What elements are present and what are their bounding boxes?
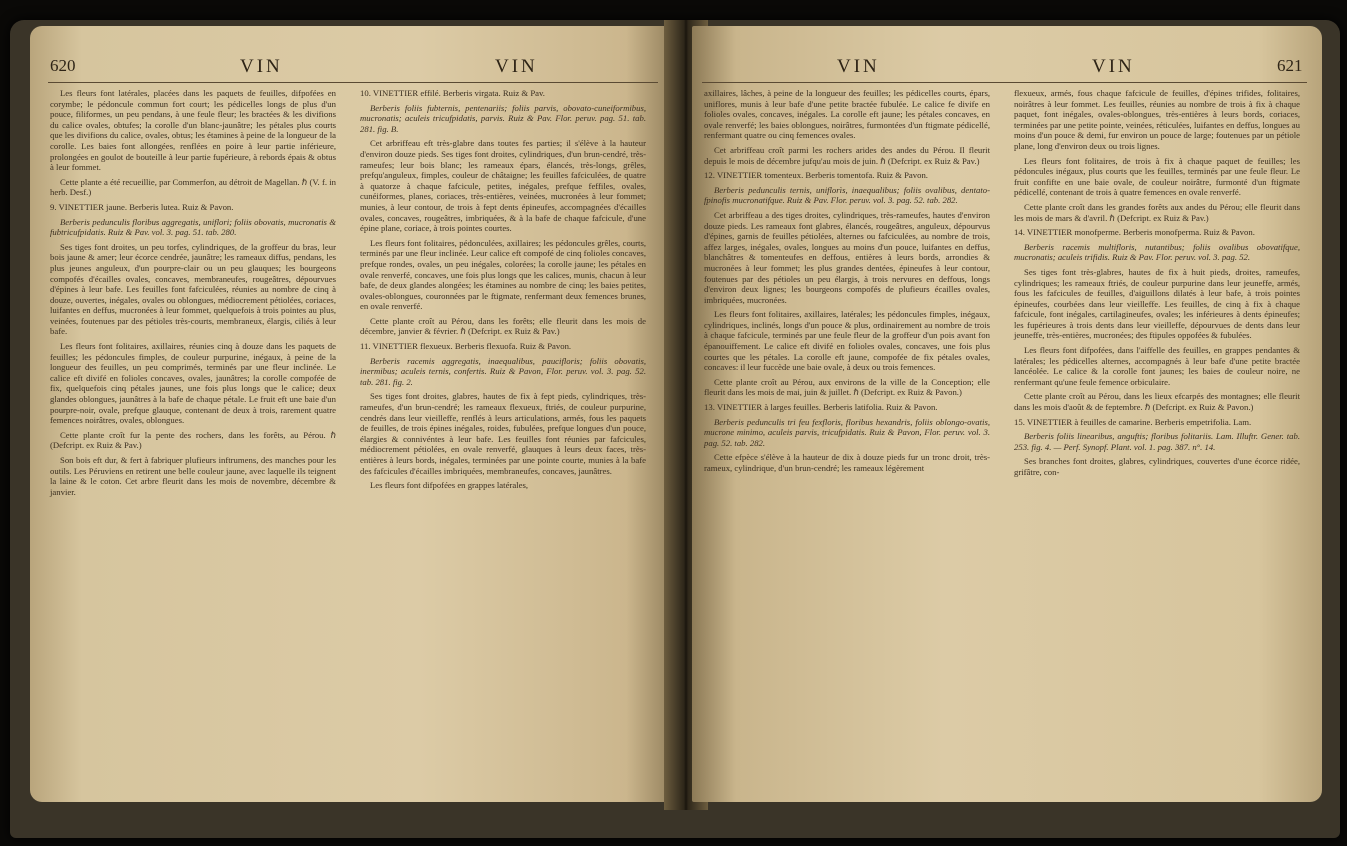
latin-diagnosis: Berberis racemis aggregatis, inaequalibus, paucifloris; foliis obovatis, inermibus; aculeis ternis, confertis. Ruiz & Pavon, Flor. peruv. vol. 3. pag. 52. tab. 281. fig. 2. [360,355,646,387]
latin-diagnosis: Berberis racemis multifloris, nutantibus; foliis ovalibus obovatifque, mucronatis; aculeis trifidis. Ruiz & Pav. Flor. peruv. vol. 3. pag. 52. [1014,241,1300,263]
species-entry-heading: 13. VINETTIER à larges feuilles. Berberis latifolia. Ruiz & Pavon. [704,402,938,413]
species-entry-heading: 10. VINETTIER effilé. Berberis virgata. Ruiz & Pav. [360,88,545,98]
paragraph: Son bois eft dur, & fert à fabriquer plufieurs inftrumens, des manches pour les outils. Les Péruviens en retirent une belle couleur jaune, avec laquelle ils teignent la laine & le coton. Cet arbre fleurit dans les mois de novembre, décembre & janvier. [50,455,336,497]
paragraph: Les fleurs font folitaires, pédonculées, axillaires; les pédoncules grêles, courts, terminés par une fleur inclinée. Leur calice eft compofé de cinq folioles concaves, prefque rondes, ovales, un peu inégales, colorées; la corolle jaune; les pétales en ovale renverfé, concaves, une fois plus longs que les calices, munis, chacun à leur bafe, de deux glandes alongées; les étamines au nombre de cinq; les baies petites, ovales-oblongues, couronnées par le ftigmate, renfermant deux femences brunes, en ovale renverfé. [360,237,646,312]
species-entry-heading: 11. VINETTIER flexueux. Berberis flexuofa. Ruiz & Pavon. [360,341,572,352]
paragraph: Cet arbriffeau eft très-glabre dans toutes fes parties; il s'élève à la hauteur d'environ douze pieds. Ses tiges font droites, cylindriques, d'un brun-cendré, très-rameufes; leur bois blanc; les rameaux épars, élancés, très-longs, grêles, prefqu'anguleux, fimples, couleur de châtaigne; les feuilles fafciculées, de quatre à quatorze à chaque fafcicule, petites, inégales, prefque feffiles, ovales, cunéiformes, planes, coriaces, très-entières, veinées, mucronées à leur fommet; munies, à leur contour, de trois à fept dents épineufes, accompagnées d'écailles ovales, concaves, rougeâtres, imbriquées, & à la bafe de chaque fafcicule, d'une épine plane, coriace, à trois pointes courtes. [360,138,646,234]
paragraph: Cette plante croît au Pérou, dans les forêts; elle fleurit dans les mois de décembre, janvier & février. ℏ (Defcript. ex Ruiz & Pav.) [360,315,646,337]
left-head-rule [48,82,658,83]
latin-diagnosis: Berberis pedunculis ternis, uniflorìs, inaequalibus; foliis ovalibus, dentato-fpinofis mucronatifque. Ruiz & Pav. Flor. peruv. vol. 3. pag. 52. tab. 282. [704,184,990,206]
species-entry-heading: 9. VINETTIER jaune. Berberis lutea. Ruiz & Pavon. [50,201,234,212]
right-head-rule [702,82,1307,83]
paragraph: Les fleurs font folitaires, de trois à fix à chaque paquet de feuilles; les pédoncules inégaux, plus courts que les feuilles, terminés par une feule fleur. Le fruit confifte en une baie ovale, de couleur noirâtre, furmonté d'un ftigmate pédicellé, contenant de trois à quatre femences en ovale renverfé. [1014,155,1300,198]
latin-diagnosis: Berberis foliis linearibus, anguftis; floribus folitariis. Lam. Illuftr. Gener. tab. 253. fig. 4. — Perf. Synopf. Plant. vol. 1. pag. 387. n°. 14. [1014,431,1300,452]
paragraph: Cet arbriffeau croît parmi les rochers arides des andes du Pérou. Il fleurit depuis le mois de décembre jufqu'au mois de juin. ℏ (Defcript. ex Ruiz & Pav.) [704,144,990,166]
right-running-head: VIN [837,56,880,77]
left-column-2 [360,88,646,495]
species-entry-heading: axillaires, lâches, à peine de la longueur des feuilles; les pédicelles courts, épars, uniflores, munis à leur bafe d'une petite bractée fubulée. Le calice fe divife en folioles ovales, concaves, inégales. La corolle eft jaune; les pétales concaves, en ovale renverfé; les baies oblongues, noirâtres, furmontées d'un ftigmate pédicellé, renfermant quatre ou cinq femences ovales. [704,88,990,141]
right-column-1 [704,88,990,478]
left-running-head-2: VIN [495,56,538,77]
species-entry-heading: 12. VINETTIER tomenteux. Berberis tomentofa. Ruiz & Pavon. [704,170,928,181]
paragraph: Cette plante croît fur la pente des rochers, dans les forêts, au Pérou. ℏ (Defcript. ex Ruiz & Pav.) [50,429,336,451]
right-running-head-2: VIN [1092,56,1135,77]
right-page [692,26,1322,802]
latin-diagnosis: Berberis pedunculis floribus aggregatis, uniflori; foliis obovatis, mucronatis & fubtricufpidatis. Ruiz & Pav. vol. 3. pag. 51. tab. 280. [50,216,336,238]
left-page-number: 620 [50,56,76,75]
latin-diagnosis: Berberis pedunculis tri feu fexfloris, floribus hexandris, foliis oblongo-ovatis, mucrone minimo, aculeis parvis, tricufpidatis. Ruiz & Pavon, Flor. peruv. vol. 3. pag. 52. tab. 282. [704,416,990,448]
paragraph: Cet arbriffeau a des tiges droites, cylindriques, très-rameufes, hautes d'environ douze pieds. Les rameaux font glabres, élancés, rougeâtres, anguleux, dépourvus d'épines, garnis de feuilles pétiolées, alternes ou fafciculées, au nombre de trois, affez larges, inégales, ovales, longues au moins d'un pouce, luifantes en deffus, blanchâtres & tomenteufes en deffous, entières à leurs bords, arrondies & mucronées à leur fommet; les plus grandes dentées, épineufes à leur contour, foutenues par des pétioles un peu élargis, à trois nervures en deffous, longs d'environ deux lignes; les bourgeons compofés de plufieurs écailles ovales, imbriquées, mucronées. [704,209,990,305]
paragraph: Les fleurs font folitaires, axillaires, réunies cinq à douze dans les paquets de feuilles; les pédoncules fimples, de couleur purpurine, inégaux, à peine de la longueur des feuilles, un peu comprimés, terminés par une fleur inclinée. Le calice eft divifé en folioles concaves, ovales, jaunâtres; la corolle compofée de fix, quelquefois cinq pétales jaunes, une fois plus longs que le calice; deux glandes oblongues, jaunâtres à la bafe de chaque pétale. Le fruit eft une baie d'un pourpre-noir, ovale, prefque glauque, contenant de deux à trois, rarement quatre femences noirâtres, ovales, oblongues. [50,341,336,426]
paragraph: Les fleurs font folitaires, axillaires, latérales; les pédoncules fimples, inégaux, cylindriques, inclinés, longs d'un pouce & plus, ordinairement au nombre de trois à chaque fafcicule, terminés par une feule fleur de la groffeur d'un pois avant fon épanouiffement. Le calice eft divifé en folioles ovales, concaves, une fois plus courtes que les pétales. La corolle eft jaune, compofée de fix pétales ovales, concaves: il leur fuccède une baie ovale, à deux ou trois femences. [704,309,990,373]
paragraph: Les fleurs font difpofées en grappes latérales, [370,480,528,491]
paragraph: Ses tiges font droites, un peu torfes, cylindriques, de la groffeur du bras, leur bois jaune & amer; leur écorce cendrée, jaunâtre; les rameaux diffus, pendans, les plus jeunes anguleux, d'un pourpre-clair ou un peu glauques; les bourgeons compofés d'écailles ovales, concaves, membraneufes, rougeâtres, dépourvues d'épines à leur bafe. Les feuilles font fafciculées, réunies au nombre de cinq à douze, ouvertes, inégales, ovales ou oblongues, médiocrement pétiolées, coriaces, luifantes en deffus, mucronées à leur fommet, quelquefois à trois pointes au plus, veinées, foutenues par des pétioles très-courts, membraneux, élargis, ciliés à leur bafe. [50,241,336,337]
right-column-2 [1014,88,1300,482]
paragraph: Cette efpèce s'élève à la hauteur de dix à douze pieds fur un tronc droit, très-rameux, cylindrique, d'un brun-cendré; les rameaux légèrement [704,452,990,473]
paragraph: Ses branches font droites, glabres, cylindriques, couvertes d'une écorce ridée, grifâtre, con- [1014,456,1300,477]
species-entry-heading: 15. VINETTIER à feuilles de camarine. Berberis empetrifolia. Lam. [1014,416,1252,427]
paragraph: Ses tiges font très-glabres, hautes de fix à huit pieds, droites, rameufes, cylindriques; les rameaux ftriés, de couleur purpurine dans leur jeuneffe, armés, fous les fafcicules de feuilles, d'aiguillons dilatés à leur bafe, à trois pointes épineufes, courbées dans leur vieilleffe. Les feuilles, de cinq à fix à chaque fafcicule, font inégales, cartilagineufes, ovales; les inférieures à dents épineufes; les fupérieures à trois dents dans leur vieilleffe, dépourvues de dents dans leur jeuneffe, très-entières, mucronées; des ftipules oppofées & fubulées. [1014,266,1300,341]
paragraph: Les fleurs font difpofées, dans l'aiffelle des feuilles, en grappes pendantes & latérales; les pédicelles alternes, accompagnés à leur bafe d'une petite bractée lancéolée. Le calice & la corolle font jaunes; les baies de couleur noire, ne renfermant qu'une feule femence orbiculaire. [1014,345,1300,387]
left-column-1 [50,88,336,501]
paragraph: Les fleurs font latérales, placées dans les paquets de feuilles, difpofées en corymbe; le pédoncule commun fort court; les pédicelles longs de plus d'un pouce, filiformes, un peu pendans, à une feule fleur; les bractées & les divifions du calice ovales, obtufes; la corolle d'un blanc-jaunâtre; les pétales plus courts que les divifions du calice, ovales, obtus; les étamines à peine de la longueur de la corolle. Les baies font allongées, renflées en poire à leur partie inférieure, prolongées en goulot de bouteille à leur partie fupérieure, à rebords épais & obtus à leur fommet. [50,88,336,173]
paragraph: Cette plante croît au Pérou, aux environs de la ville de la Conception; elle fleurit dans les mois de mai, juin & juillet. ℏ (Defcript. ex Ruiz & Pavon.) [704,376,990,398]
paragraph: Cette plante croît au Pérou, dans les lieux efcarpés des montagnes; elle fleurit dans les mois d'août & de feptembre. ℏ (Defcript. ex Ruiz & Pavon.) [1014,391,1300,413]
paragraph: Cette plante a été recueillie, par Commerfon, au détroit de Magellan. ℏ (V. f. in herb. Desf.) [50,176,336,198]
paragraph: Ses tiges font droites, glabres, hautes de fix à fept pieds, cylindriques, très-rameufes, d'un brun-cendré; les rameaux flexueux, ftriés, de couleur purpurine, cendrés dans leur vieilleffe, renflés à leurs articulations, armés, fous les paquets de feuilles, de trois épines inégales, roides, fubulées, prefque longues d'un pouce, élargies & connivéntes à leur bafe. Les feuilles font réunies par fafcicules, médiocrement pétiolées, en ovale renverfé, glauques à leurs deux faces, très-entières à leurs bords, inégales, terminées par une pointe courte, munies à la bafe des fafcicules d'écailles imbriquées, membraneufes, concaves, jaunâtres. [360,391,646,476]
species-entry-heading: 14. VINETTIER monofperme. Berberis monofperma. Ruiz & Pavon. [1014,227,1255,238]
species-entry-heading: flexueux, armés, fous chaque fafcicule de feuilles, d'épines trifides, folitaires, noirâtres à leur fommet. Les feuilles, réunies au nombre de trois à fix à chaque paquet, font inégales, ovales-oblongues, très-entières à leurs bords, coriaces, terminées par une petite pointe, veinées, réticulées, luifantes en deffus, longues au moins d'un pouce & demi, fur environ un pouce de large; foutenues par un pétiole plane, long d'environ deux ou trois lignes. [1014,88,1300,151]
paragraph: Cette plante croît dans les grandes forêts aux andes du Pérou; elle fleurit dans les mois de mars & d'avril. ℏ (Defcript. ex Ruiz & Pav.) [1014,201,1300,223]
left-running-head: VIN [240,56,283,77]
right-page-number: 621 [1277,56,1303,75]
left-page [30,26,678,802]
latin-diagnosis: Berberis foliis fubternis, pentenariis; foliis parvis, obovato-cuneiformibus, mucronatis; aculeis tricufpidatis, parvis. Ruiz & Pav. Flor. peruv. pag. 51. tab. 281. fig. B. [360,102,646,134]
